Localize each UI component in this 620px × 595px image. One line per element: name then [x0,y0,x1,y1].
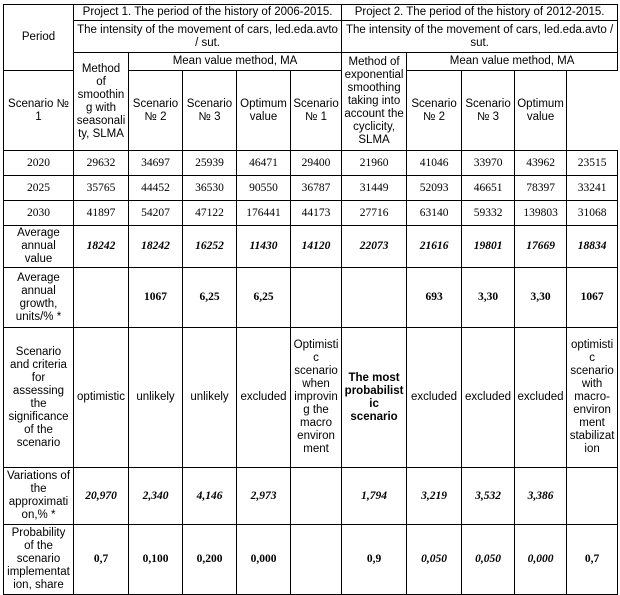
table-cell: The most probabilistic scenario [342,328,407,468]
table-cell: 3,30 [515,268,567,328]
period-header: Period [4,5,74,71]
table-cell: 41897 [74,201,129,226]
row-label: Average annual growth, units/% * [4,268,74,328]
p2-col-scenario-1: Scenario № 1 [291,71,342,151]
table-cell: 0,050 [407,525,462,595]
table-cell: 14120 [291,226,342,268]
table-cell: 46471 [237,151,291,176]
project2-title: Project 2. The period of the history of 2012-2015. [342,5,618,21]
table-cell: 59332 [462,201,515,226]
table-cell: 29632 [74,151,129,176]
project2-intensity-label: The intensity of the movement of cars, led.eda.avto / sut. [342,21,618,53]
table-cell: 31068 [567,201,618,226]
table-row [4,226,618,268]
project2-slma-header: Method of exponential smoothing taking into account the cyclicity, SLMA [342,53,407,151]
table-cell: 22073 [342,226,407,268]
table-cell: excluded [462,328,515,468]
table-row [4,268,618,328]
table-row [4,525,618,595]
row-label: 2025 [4,176,74,201]
table-cell: 36787 [291,176,342,201]
row-label: Average annual value [4,226,74,268]
table-cell: 3,219 [407,468,462,525]
table-cell: 16252 [183,226,237,268]
table-cell: 20,970 [74,468,129,525]
table-cell: 19801 [462,226,515,268]
project1-intensity-label: The intensity of the movement of cars, led.eda.avto / sut. [74,21,342,53]
table-cell: 18242 [74,226,129,268]
project1-slma-header: Method of smoothing with seasonality, SLMA [74,53,129,151]
table-cell: 2,340 [129,468,183,525]
table-row [4,176,618,201]
table-cell: 29400 [291,151,342,176]
table-cell [291,268,342,328]
p2-col-scenario-3: Scenario № 3 [462,71,515,151]
table-cell: 3,386 [515,468,567,525]
table-cell: 21616 [407,226,462,268]
project2-ma-header: Mean value method, MA [407,53,618,71]
table-cell: 63140 [407,201,462,226]
table-cell: 52093 [407,176,462,201]
table-cell: 27716 [342,201,407,226]
p2-col-scenario-2: Scenario № 2 [407,71,462,151]
table-cell: 4,146 [183,468,237,525]
table-cell: 693 [407,268,462,328]
table-cell: 6,25 [237,268,291,328]
table-cell: 2,973 [237,468,291,525]
table-cell: 139803 [515,201,567,226]
table-cell: 0,100 [129,525,183,595]
table-cell: 54207 [129,201,183,226]
p1-col-scenario-2: Scenario № 2 [129,71,183,151]
table-cell: 176441 [237,201,291,226]
table-cell: 44173 [291,201,342,226]
table-cell: 3,30 [462,268,515,328]
row-label: Variations of the approximation,% * [4,468,74,525]
table-cell: 0,9 [342,525,407,595]
table-cell [567,468,618,525]
table-cell: 1067 [129,268,183,328]
table-cell: 23515 [567,151,618,176]
table-cell: unlikely [129,328,183,468]
table-row [4,468,618,525]
table-cell: 47122 [183,201,237,226]
table-cell: 78397 [515,176,567,201]
table-cell: 34697 [129,151,183,176]
row-label: Probability of the scenario implementation, share [4,525,74,595]
table-cell: 31449 [342,176,407,201]
project1-ma-header: Mean value method, MA [129,53,342,71]
table-cell [291,468,342,525]
table-cell: 17669 [515,226,567,268]
table-cell: 11430 [237,226,291,268]
table-cell: 0,200 [183,525,237,595]
table-cell: 0,000 [237,525,291,595]
table-cell: 46651 [462,176,515,201]
table-cell: 18242 [129,226,183,268]
table-cell [74,268,129,328]
table-cell: 1,794 [342,468,407,525]
row-label: 2030 [4,201,74,226]
table-cell: 25939 [183,151,237,176]
table-cell: optimistic [74,328,129,468]
table-row [4,328,618,468]
project1-title: Project 1. The period of the history of 2006-2015. [74,5,342,21]
table-cell: 0,050 [462,525,515,595]
table-cell: 33241 [567,176,618,201]
table-cell: 0,7 [567,525,618,595]
table-cell: 18834 [567,226,618,268]
table-cell: 21960 [342,151,407,176]
table-cell: 36530 [183,176,237,201]
p2-col-optimum: Optimum value [515,71,567,151]
table-cell: 35765 [74,176,129,201]
table-cell: unlikely [183,328,237,468]
table-row [4,151,618,176]
table-cell: 3,532 [462,468,515,525]
table-cell: 44452 [129,176,183,201]
table-cell: 1067 [567,268,618,328]
p1-col-optimum: Optimum value [237,71,291,151]
p1-col-scenario-1: Scenario № 1 [4,71,74,151]
table-cell: 6,25 [183,268,237,328]
table-cell: Optimistic scenario when improving the macro environment [291,328,342,468]
table-cell: 43962 [515,151,567,176]
row-label: Scenario and criteria for assessing the significance of the scenario [4,328,74,468]
table-cell: 0,7 [74,525,129,595]
table-cell [342,268,407,328]
table-cell [291,525,342,595]
table-cell: excluded [407,328,462,468]
table-cell: 33970 [462,151,515,176]
table-cell: excluded [515,328,567,468]
table-cell: 0,000 [515,525,567,595]
table-row [4,201,618,226]
table-cell: 41046 [407,151,462,176]
p1-col-scenario-3: Scenario № 3 [183,71,237,151]
table-cell: 90550 [237,176,291,201]
forecast-table [3,4,618,595]
row-label: 2020 [4,151,74,176]
table-cell: optimistic scenario with macro-environment stabilization [567,328,618,468]
table-cell: excluded [237,328,291,468]
